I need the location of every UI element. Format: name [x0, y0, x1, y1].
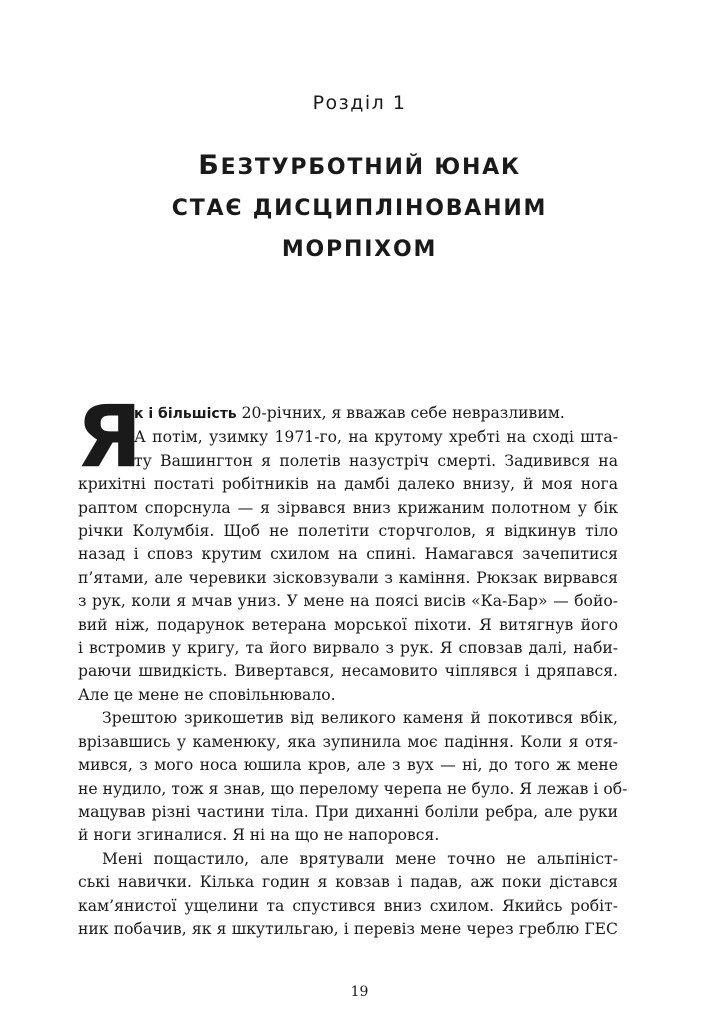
text-line: крихітні постаті робітників на дамбі далеко внизу, й моя нога: [78, 475, 618, 494]
page-number: 19: [350, 984, 369, 1000]
text-line: Зрештою зрикошетив від великого каменя й покотився вбік,: [102, 709, 618, 728]
text-line: не нудило, тож я знав, що перелому черепа не було. Я лежав і об-: [78, 779, 628, 798]
text-line: річки Колумбія. Щоб не полетіти сторчголов, я відкинув тіло: [78, 522, 618, 541]
text-line: мацував різні частини тіла. При диханні боліли ребра, але руки: [78, 802, 618, 821]
text-line: ник побачив, як я шкутильгаю, і перевіз мене через греблю ГЕС: [78, 919, 618, 938]
text-line: Але це мене не сповільнювало.: [78, 685, 336, 704]
chapter-title-line: [0, 188, 719, 229]
chapter-title-line: [0, 229, 719, 270]
text-line: мився, з мого носа юшила кров, але з вух — ні, до того ж мене: [78, 756, 618, 775]
text-line: ські навички. Кілька годин я ковзав і падав, аж поки дістався: [78, 873, 618, 892]
text-line: раючи швидкість. Вивертався, несамовито чіплявся і дряпався.: [78, 662, 618, 681]
text-line: і встромив у кригу, та його вирвало з рук. Я сповзав далі, наби-: [78, 639, 618, 658]
title-text: МОРПІХОМ: [281, 237, 438, 262]
text-line: раптом спорснула — я зірвався вниз крижаним полотном у бік: [78, 498, 618, 517]
chapter-title-line: [0, 146, 719, 188]
text-line: врізавшись у каменюку, яка зупинила моє падіння. Коли я отя-: [78, 732, 618, 751]
text-line: вий ніж, подарунок ветерана морської піхоти. Я витягнув його: [78, 615, 618, 634]
title-text: СТАЄ ДИСЦИПЛІНОВАНИМ: [171, 196, 548, 221]
text-line: п’ятами, але черевики зісковзували з каміння. Рюкзак вирвався: [78, 568, 618, 587]
text-line: А потім, узимку 1971-го, на крутому хребті на сході шта-: [134, 428, 618, 447]
drop-cap: Я: [76, 387, 143, 487]
paragraph-1: [76, 387, 618, 707]
chapter-title: [0, 146, 719, 270]
text-line: Мені пощастило, але врятували мене точно не альпініст-: [102, 849, 618, 868]
text-line: [78, 402, 618, 426]
body-text: [76, 387, 628, 941]
title-capital: Б: [198, 150, 221, 181]
line-text: 20-річних, я вважав себе невразливим.: [236, 404, 565, 422]
text-line: й ноги згиналися. Я ні на що не напоровся.: [78, 826, 440, 845]
chapter-label: Розділ 1: [312, 92, 407, 114]
title-text: ЕЗТУРБОТНИЙ ЮНАК: [220, 155, 521, 180]
paragraph-3: [78, 848, 618, 942]
text-line: ту Вашингтон я полетів назустріч смерті. Задивився на: [134, 451, 618, 470]
lead-in: к і більшість: [134, 406, 237, 422]
text-line: з рук, коли я мчав униз. У мене на поясі висів «Ка-Бар» — бойо-: [78, 592, 618, 611]
paragraph-2: [78, 707, 628, 847]
text-line: назад і сповз крутим схилом на спині. Намагався зачепитися: [78, 545, 618, 564]
text-line: кам’янистої ущелини та спустився вниз схилом. Якийсь робіт-: [78, 896, 618, 915]
